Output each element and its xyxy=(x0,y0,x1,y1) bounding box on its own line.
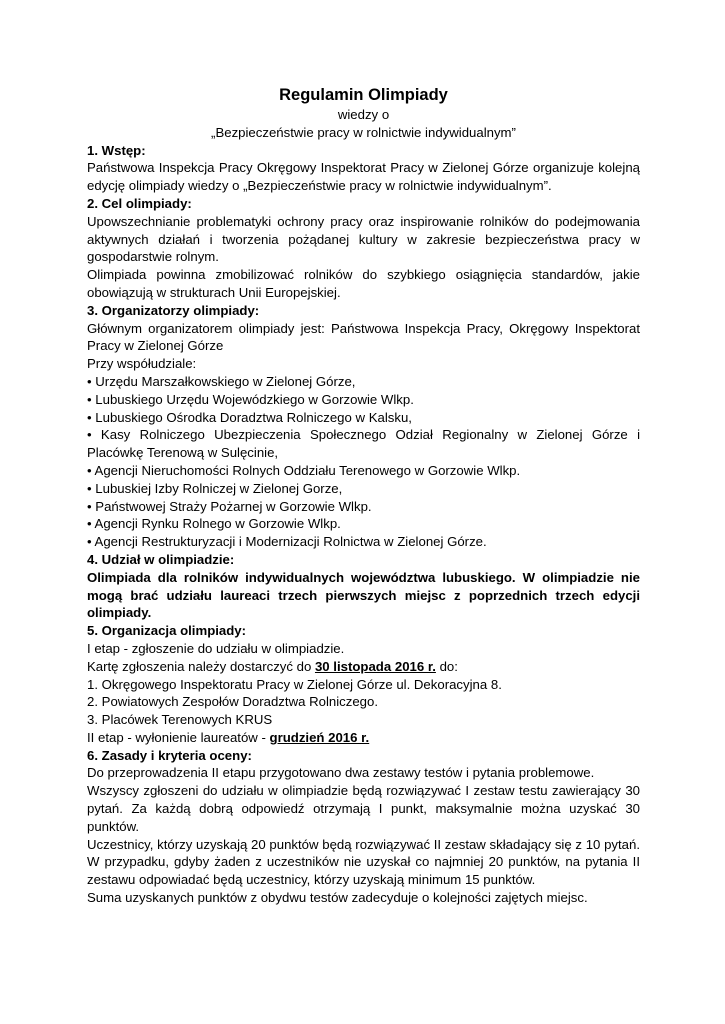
section-4-text: Olimpiada dla rolników indywidualnych województwa lubuskiego. W olimpiadzie nie mogą brać udziału laureaci trzech pierwszych miejsc z poprzednich trzech edycji olimpiady. xyxy=(87,569,640,621)
section-6-paragraph-2: Wszyscy zgłoszeni do udziału w olimpiadzie będą rozwiązywać I zestaw testu zawierający 30 pytań. Za każdą dobrą odpowiedź otrzymają I punkt, maksymalnie można uzyskać 30 punktów. xyxy=(87,783,640,834)
submission-text: Kartę zgłoszenia należy dostarczyć do xyxy=(87,658,315,674)
co-organizer-item: • Agencji Nieruchomości Rolnych Oddziału Terenowego w Gorzowie Wlkp. xyxy=(87,462,521,478)
section-3-paragraph-1: Głównym organizatorem olimpiady jest: Państwowa Inspekcja Pracy, Okręgowy Inspektorat Pracy w Zielonej Górze xyxy=(87,320,640,354)
section-6-heading: 6. Zasady i kryteria oceny: xyxy=(87,747,252,763)
co-organizer-item: • Agencji Restrukturyzacji i Modernizacji Rolnictwa w Zielonej Górze. xyxy=(87,534,487,550)
section-2-heading: 2. Cel olimpiady: xyxy=(87,195,192,211)
submission-place-item: 3. Placówek Terenowych KRUS xyxy=(87,712,273,728)
submission-deadline: 30 listopada 2016 r. xyxy=(314,658,436,674)
section-2-paragraph-2: Olimpiada powinna zmobilizować rolników do szybkiego osiągnięcia standardów, jakie obowiązują w strukturach Unii Europejskiej. xyxy=(87,267,640,300)
subtitle-line-1: wiedzy o xyxy=(337,107,390,122)
co-organizer-item: • Kasy Rolniczego Ubezpieczenia Społecznego Odział Regionalny w Zielonej Górze i Placówkę Terenową w Sulęcinie, xyxy=(87,427,640,461)
section-6-paragraph-1: Do przeprowadzenia II etapu przygotowano dwa zestawy testów i pytania problemowe. xyxy=(87,765,595,781)
co-organizer-item: • Lubuskiego Urzędu Wojewódzkiego w Gorzowie Wlkp. xyxy=(87,391,414,407)
submission-place-item: 2. Powiatowych Zespołów Doradztwa Rolniczego. xyxy=(87,694,378,710)
co-organizer-item: • Państwowej Straży Pożarnej w Gorzowie Wlkp. xyxy=(87,498,372,514)
section-1-text: Państwowa Inspekcja Pracy Okręgowy Inspektorat Pracy w Zielonej Górze organizuje kolejną edycję olimpiady wiedzy o „Bezpieczeństwie pracy w rolnictwie indywidualnym”. xyxy=(87,160,640,194)
document-page xyxy=(87,84,640,907)
document-title: Regulamin Olimpiady xyxy=(279,86,448,104)
section-3-paragraph-2: Przy współudziale: xyxy=(87,356,197,372)
subtitle-line-2: „Bezpieczeństwie pracy w rolnictwie indywidualnym” xyxy=(211,124,516,140)
stage-2-text: II etap - wyłonienie laureatów - xyxy=(87,729,270,745)
section-4-heading: 4. Udział w olimpiadzie: xyxy=(87,551,235,567)
section-6-paragraph-3: Uczestnicy, którzy uzyskają 20 punktów będą rozwiązywać II zestaw składający się z 10 pytań. W przypadku, gdyby żaden z uczestników nie uzyskał co najmniej 20 punktów, na pytania II zestawu odpowiadać będą uczestnicy, którzy uzyskają minimum 15 punktów. xyxy=(87,836,640,888)
section-5-paragraph-2 xyxy=(87,658,640,676)
section-2-paragraph-1: Upowszechnianie problematyki ochrony pracy oraz inspirowanie rolników do podejmowania aktywnych działań i tworzenia pożądanej kultury w zakresie bezpieczeństwa pracy w gospodarstwie rolnym. xyxy=(87,213,640,265)
section-5-paragraph-3 xyxy=(87,729,640,747)
co-organizer-item: • Agencji Rynku Rolnego w Gorzowie Wlkp. xyxy=(87,516,341,532)
co-organizer-item: • Lubuskiego Ośrodka Doradztwa Rolniczego w Kalsku, xyxy=(87,409,412,425)
co-organizer-item: • Lubuskiej Izby Rolniczej w Zielonej Gorze, xyxy=(87,480,343,496)
section-1-heading: 1. Wstęp: xyxy=(87,142,146,158)
stage-2-date: grudzień 2016 r. xyxy=(269,729,370,745)
section-3-heading: 3. Organizatorzy olimpiady: xyxy=(87,302,260,318)
submission-text-end: do: xyxy=(435,658,458,674)
section-5-heading: 5. Organizacja olimpiady: xyxy=(87,623,247,639)
section-6-paragraph-4: Suma uzyskanych punktów z obydwu testów zadecyduje o kolejności zajętych miejsc. xyxy=(87,890,588,906)
section-5-paragraph-1: I etap - zgłoszenie do udziału w olimpiadzie. xyxy=(87,640,345,656)
submission-place-item: 1. Okręgowego Inspektoratu Pracy w Zielonej Górze ul. Dekoracyjna 8. xyxy=(87,676,502,692)
co-organizer-item: • Urzędu Marszałkowskiego w Zielonej Górze, xyxy=(87,373,356,389)
